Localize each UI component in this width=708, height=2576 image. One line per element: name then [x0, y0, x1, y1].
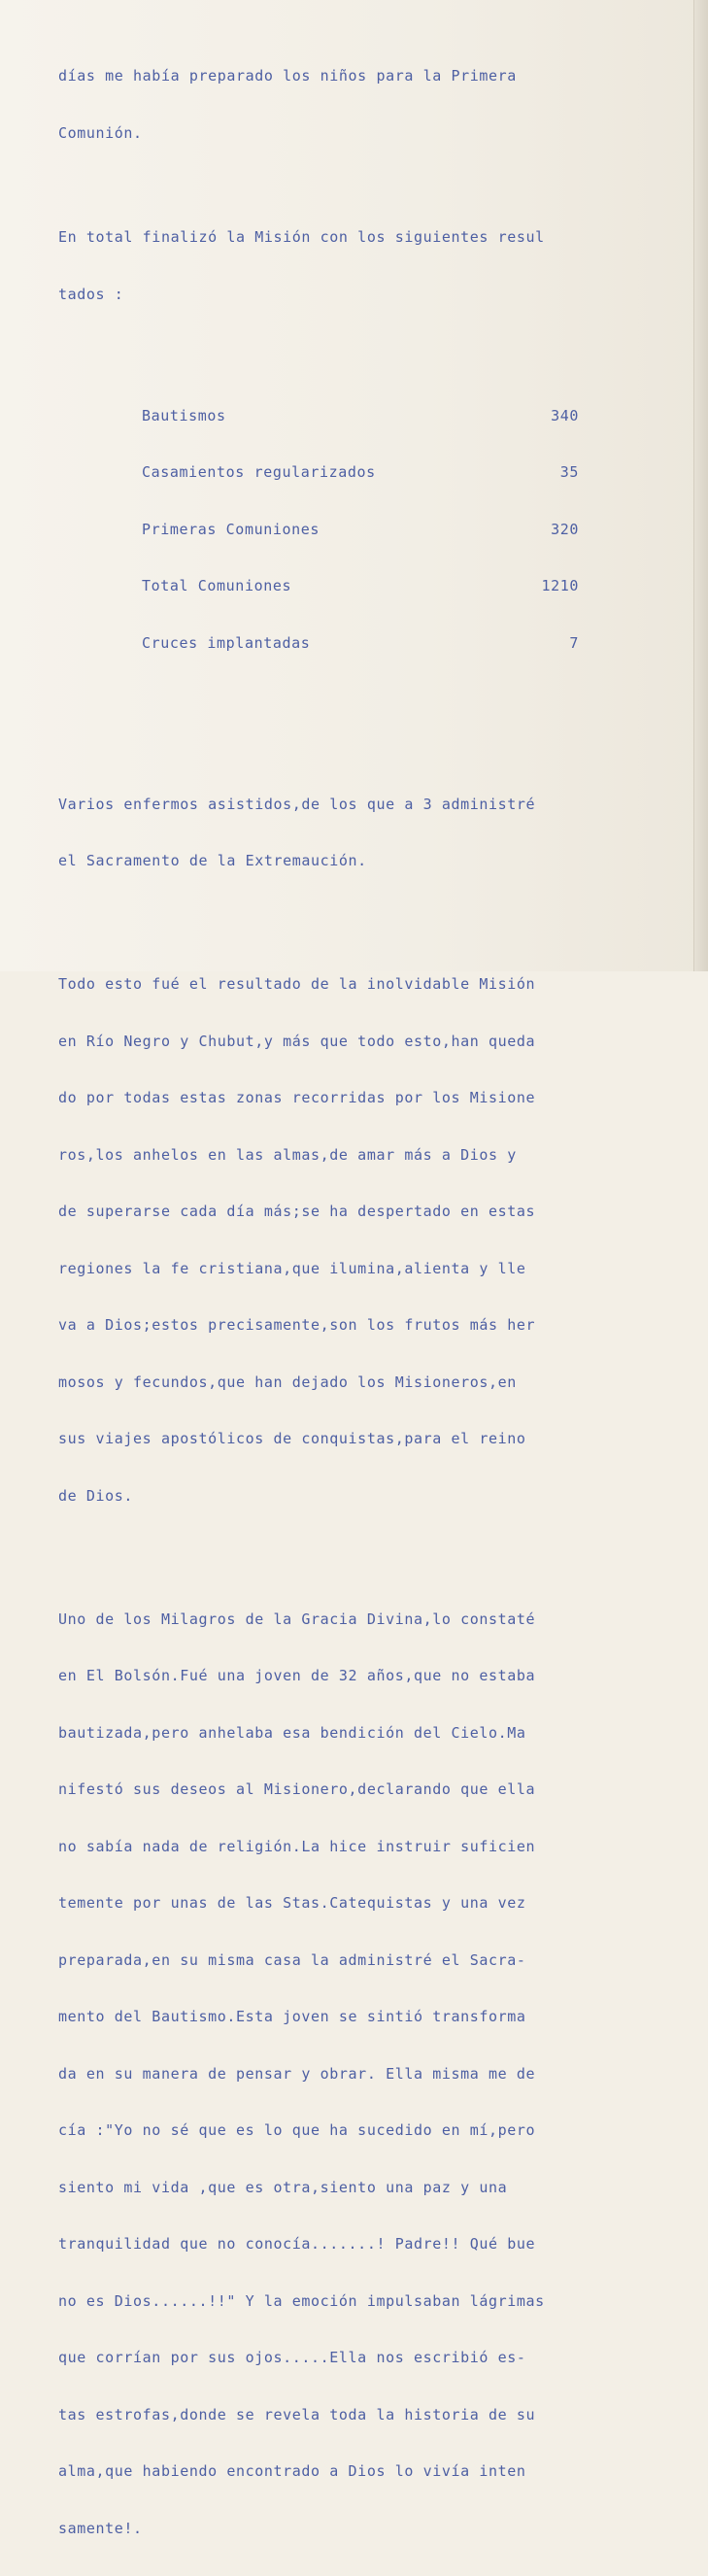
results-row [142, 521, 579, 540]
text-line: de Dios. [58, 1486, 134, 1505]
text-line: no sabía nada de religión.La hice instruir suficien [58, 1837, 536, 1855]
text-line: Varios enfermos asistidos,de los que a 3 administré [58, 795, 536, 813]
result-value: 320 [551, 520, 579, 538]
result-value: 35 [559, 463, 579, 481]
text-line: nifestó sus deseos al Misionero,declarando que ella [58, 1780, 536, 1798]
text-line: Comunión. [58, 123, 143, 142]
document-body [58, 0, 699, 2576]
text-line: ros,los anhelos en las almas,de amar más a Dios y [58, 1145, 517, 1164]
result-label: Primeras Comuniones [142, 520, 320, 538]
text-line: samente!. [58, 2519, 143, 2537]
text-line: alma,que habiendo encontrado a Dios lo vivía inten [58, 2462, 526, 2480]
results-table [142, 369, 579, 692]
text-line: tranquilidad que no conocía.......! Padre!! Qué bue [58, 2235, 536, 2253]
text-line: Uno de los Milagros de la Gracia Divina,lo constaté [58, 1610, 536, 1628]
text-line: el Sacramento de la Extremaución. [58, 852, 367, 869]
text-line: en Río Negro y Chubut,y más que todo esto,han queda [58, 1032, 536, 1050]
text-line: bautizada,pero anhelaba esa bendición del Cielo.Ma [58, 1723, 526, 1742]
results-row [142, 407, 579, 426]
results-row [142, 634, 579, 654]
text-line: siento mi vida ,que es otra,siento una paz y una [58, 2178, 508, 2196]
text-line: da en su manera de pensar y obrar. Ella misma me de [58, 2064, 536, 2083]
text-line: regiones la fe cristiana,que ilumina,alienta y lle [58, 1259, 526, 1277]
text-line: En total finalizó la Misión con los siguientes resul [58, 228, 545, 246]
result-value: 340 [551, 406, 579, 424]
text-line: tas estrofas,donde se revela toda la historia de su [58, 2405, 536, 2423]
text-line: mento del Bautismo.Esta joven se sintió transforma [58, 2008, 526, 2025]
text-line: va a Dios;estos precisamente,son los frutos más her [58, 1316, 536, 1334]
text-line: en El Bolsón.Fué una joven de 32 años,que no estaba [58, 1667, 536, 1684]
text-line: mosos y fecundos,que han dejado los Misioneros,en [58, 1373, 517, 1391]
text-line: que corrían por sus ojos.....Ella nos escribió es- [58, 2349, 526, 2366]
result-label: Cruces implantadas [142, 633, 311, 652]
text-line: sus viajes apostólicos de conquistas,para el reino [58, 1430, 526, 1447]
text-line: de superarse cada día más;se ha despertado en estas [58, 1203, 536, 1220]
result-value: 7 [569, 633, 579, 652]
result-label: Casamientos regularizados [142, 463, 376, 481]
results-row [142, 463, 579, 483]
result-label: Total Comuniones [142, 577, 292, 594]
text-line: días me había preparado los niños para la Primera [58, 67, 517, 85]
text-line: Todo esto fué el resultado de la inolvidable Misión [58, 975, 536, 993]
text-line: preparada,en su misma casa la administré el Sacra- [58, 1950, 526, 1969]
text-line: tados : [58, 285, 124, 303]
text-line: do por todas estas zonas recorridas por los Misione [58, 1089, 536, 1106]
text-line: cía :"Yo no sé que es lo que ha sucedido en mí,pero [58, 2121, 536, 2139]
results-row [142, 577, 579, 596]
text-line: temente por unas de las Stas.Catequistas y una vez [58, 1894, 526, 1912]
result-value: 1210 [541, 577, 579, 594]
result-label: Bautismos [142, 406, 226, 424]
text-line: no es Dios......!!" Y la emoción impulsaban lágrimas [58, 2291, 545, 2310]
